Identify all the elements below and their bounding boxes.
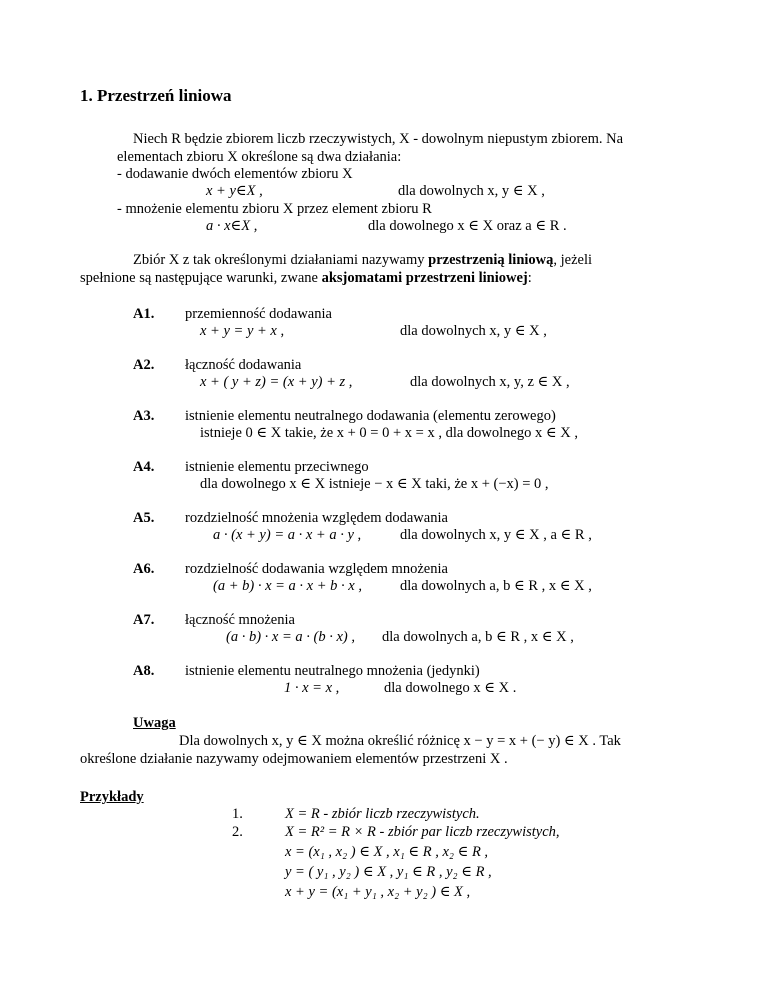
axiom-title: łączność mnożenia [185,612,295,628]
axiom-title: rozdzielność mnożenia względem dodawania [185,510,448,526]
remark-line-2: określone działanie nazywamy odejmowaniem elementów przestrzeni X . [80,751,508,767]
axiom-title: łączność dodawania [185,357,302,373]
operation-multiplication-condition: dla dowolnego x ∈ X oraz a ∈ R . [368,218,567,234]
axiom-title: przemienność dodawania [185,306,332,322]
axiom-condition: dla dowolnego x ∈ X . [384,680,517,696]
examples-heading: Przykłady [80,789,144,805]
axiom-formula: x + ( y + z) = (x + y) + z , [200,374,353,390]
axiom-formula: (a + b) · x = a · x + b · x , [213,578,362,594]
remark-heading: Uwaga [133,715,176,731]
example-number: 1. [232,806,243,822]
axiom-title: istnienie elementu przeciwnego [185,459,369,475]
axiom-formula: x + y = y + x , [200,323,285,339]
axiom-label: A3. [133,408,155,424]
term-axioms: aksjomatami przestrzeni liniowej [321,270,528,286]
definition-line-2: spełnione są następujące warunki, zwane aksjomatami przestrzeni liniowej: [80,270,532,286]
intro-line-1: Niech R będzie zbiorem liczb rzeczywistych, X - dowolnym niepustym zbiorem. Na [133,131,624,147]
axiom-label: A2. [133,357,155,373]
axiom-title: istnienie elementu neutralnego mnożenia (jedynki) [185,663,480,679]
example-formula-line: x = (x₁ , x₂ ) ∈ X , x₁ ∈ R , x₂ ∈ R , [285,844,489,860]
axiom-label: A5. [133,510,155,526]
section-heading: 1. Przestrzeń liniowa [80,86,232,105]
axiom-title: rozdzielność dodawania względem mnożenia [185,561,448,577]
example-number: 2. [232,824,243,840]
axiom-label: A7. [133,612,155,628]
intro-line-2: elementach zbioru X określone są dwa działania: [117,149,402,165]
example-formula-line: y = ( y₁ , y₂ ) ∈ X , y₁ ∈ R , y₂ ∈ R , [285,864,492,880]
operation-addition-title: - dodawanie dwóch elementów zbioru X [117,166,353,182]
term-linear-space: przestrzenią liniową [428,252,554,268]
axiom-title: istnienie elementu neutralnego dodawania (elementu zerowego) [185,408,556,424]
axiom-condition: dla dowolnych x, y ∈ X , a ∈ R , [400,527,592,543]
axiom-label: A1. [133,306,155,322]
operation-multiplication-title: - mnożenie elementu zbioru X przez element zbioru R [117,201,432,217]
axiom-label: A8. [133,663,155,679]
example-text: X = R² = R × R - zbiór par liczb rzeczywistych, [285,824,560,840]
axiom-label: A6. [133,561,155,577]
axiom-condition: dla dowolnych x, y ∈ X , [400,323,547,339]
axiom-condition: dla dowolnych a, b ∈ R , x ∈ X , [400,578,592,594]
definition-line-1: Zbiór X z tak określonymi działaniami nazywamy przestrzenią liniową, jeżeli [133,252,593,268]
example-text: X = R - zbiór liczb rzeczywistych. [285,806,480,822]
axiom-formula: a · (x + y) = a · x + a · y , [213,527,362,543]
axiom-label: A4. [133,459,155,475]
axiom-condition: dla dowolnych a, b ∈ R , x ∈ X , [382,629,574,645]
axiom-formula: 1 · x = x , [284,680,340,696]
axiom-formula: (a · b) · x = a · (b · x) , [226,629,355,645]
example-formula-line: x + y = (x₁ + y₁ , x₂ + y₂ ) ∈ X , [285,884,471,900]
operation-addition-condition: dla dowolnych x, y ∈ X , [398,183,545,199]
remark-line-1: Dla dowolnych x, y ∈ X można określić różnicę x − y = x + (− y) ∈ X . Tak [179,733,621,749]
operation-addition-formula: x + y∈X , [206,183,263,199]
axiom-formula: dla dowolnego x ∈ X istnieje − x ∈ X taki, że x + (−x) = 0 , [200,476,549,492]
axiom-condition: dla dowolnych x, y, z ∈ X , [410,374,570,390]
operation-multiplication-formula: a · x∈X , [206,218,258,234]
axiom-formula: istnieje 0 ∈ X takie, że x + 0 = 0 + x = x , dla dowolnego x ∈ X , [200,425,578,441]
